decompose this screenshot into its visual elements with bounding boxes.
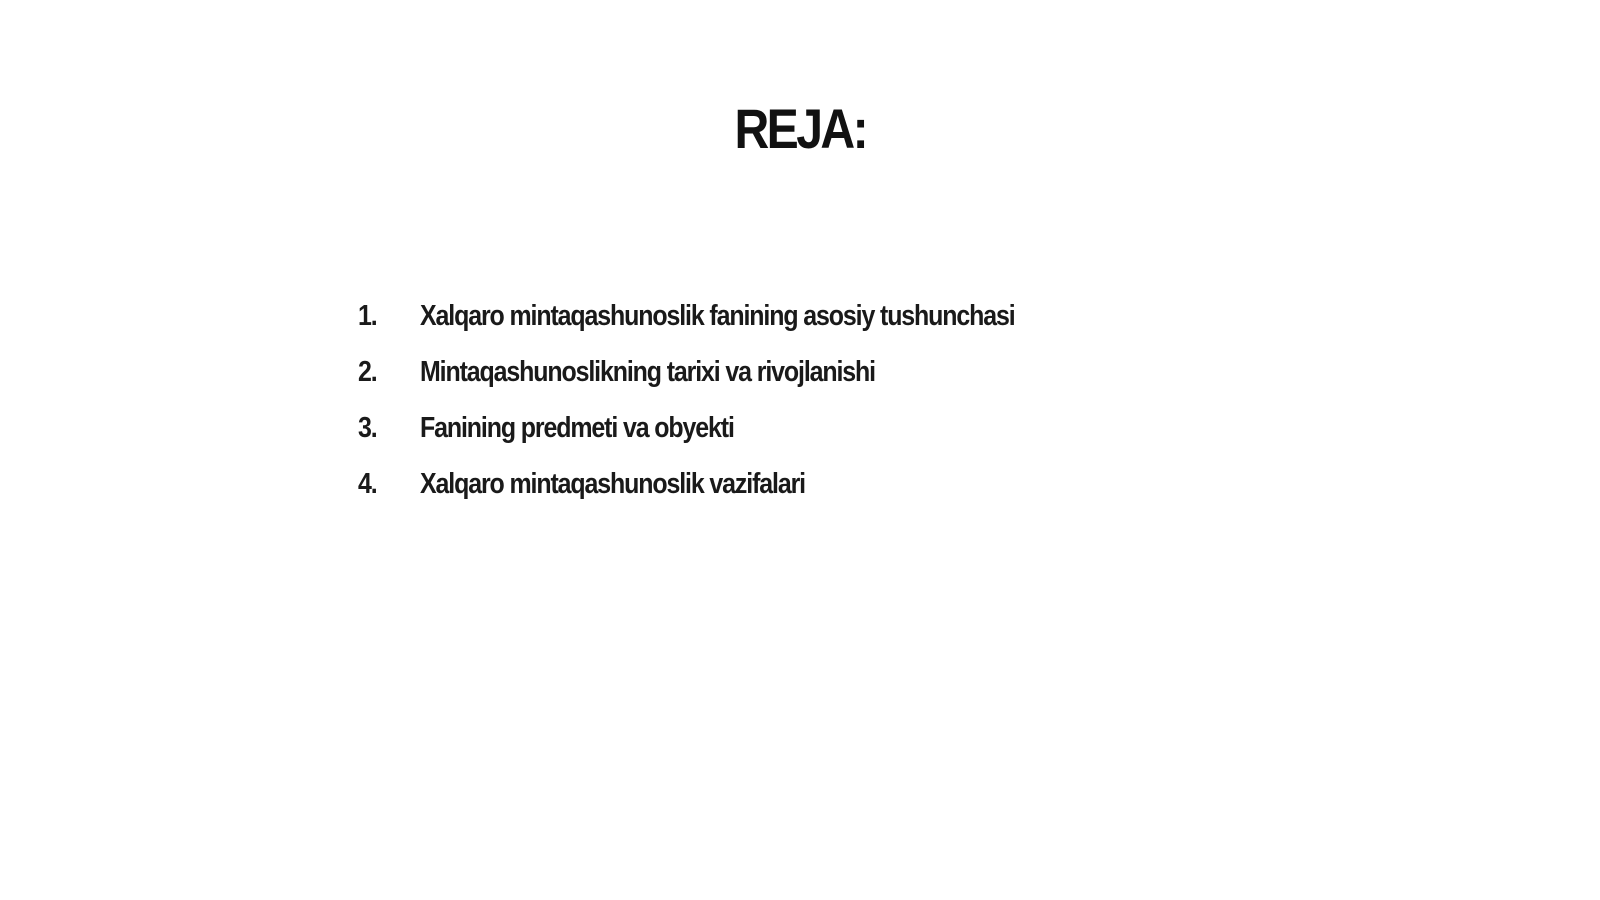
plan-list: [358, 288, 1111, 512]
list-item-text: Mintaqashunoslikning tarixi va rivojlanishi: [420, 355, 875, 388]
list-item-text: Xalqaro mintaqashunoslik vazifalari: [420, 467, 805, 500]
slide-title: REJA:: [734, 97, 867, 160]
list-item: [358, 456, 1111, 512]
list-item: [358, 400, 1111, 456]
list-item-number: 1.: [358, 299, 377, 332]
list-item-text: Fanining predmeti va obyekti: [420, 411, 734, 444]
list-item: [358, 344, 1111, 400]
list-item-number: 3.: [358, 411, 377, 444]
list-item-number: 2.: [358, 355, 377, 388]
list-item: [358, 288, 1111, 344]
list-item-text: Xalqaro mintaqashunoslik fanining asosiy tushunchasi: [420, 299, 1015, 332]
list-item-number: 4.: [358, 467, 377, 500]
